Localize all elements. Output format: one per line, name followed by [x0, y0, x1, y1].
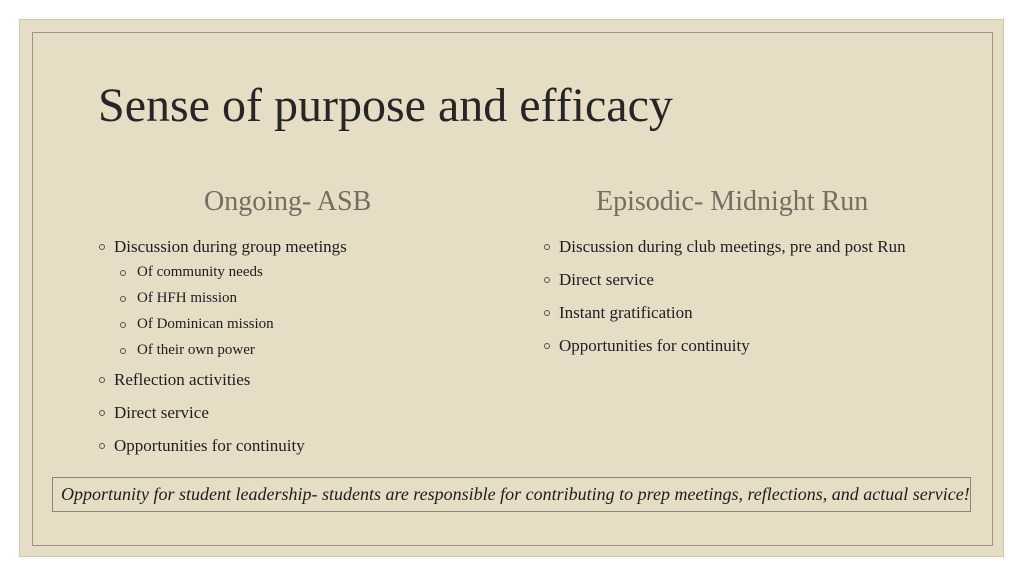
sub-list-item: Of HFH mission	[99, 288, 499, 308]
list-item: Opportunities for continuity	[544, 335, 914, 357]
left-column-heading: Ongoing- ASB	[204, 186, 372, 217]
leadership-callout-box: Opportunity for student leadership- students are responsible for contributing to prep meetings, reflections, and actual service!	[52, 477, 971, 512]
list-item: Opportunities for continuity	[99, 435, 499, 457]
right-column-list	[544, 236, 914, 357]
sub-list-item: Of community needs	[99, 262, 499, 282]
left-column-list	[99, 236, 499, 457]
list-item: Discussion during group meetings	[99, 236, 499, 258]
right-column-heading: Episodic- Midnight Run	[596, 186, 869, 217]
list-item: Direct service	[544, 269, 914, 291]
list-item: Discussion during club meetings, pre and post Run	[544, 236, 914, 258]
slide-title: Sense of purpose and efficacy	[98, 79, 673, 132]
slide	[19, 19, 1004, 557]
sub-list-item: Of Dominican mission	[99, 314, 499, 334]
list-item: Direct service	[99, 402, 499, 424]
sub-list-item: Of their own power	[99, 340, 499, 360]
list-item: Reflection activities	[99, 369, 499, 391]
list-item: Instant gratification	[544, 302, 914, 324]
